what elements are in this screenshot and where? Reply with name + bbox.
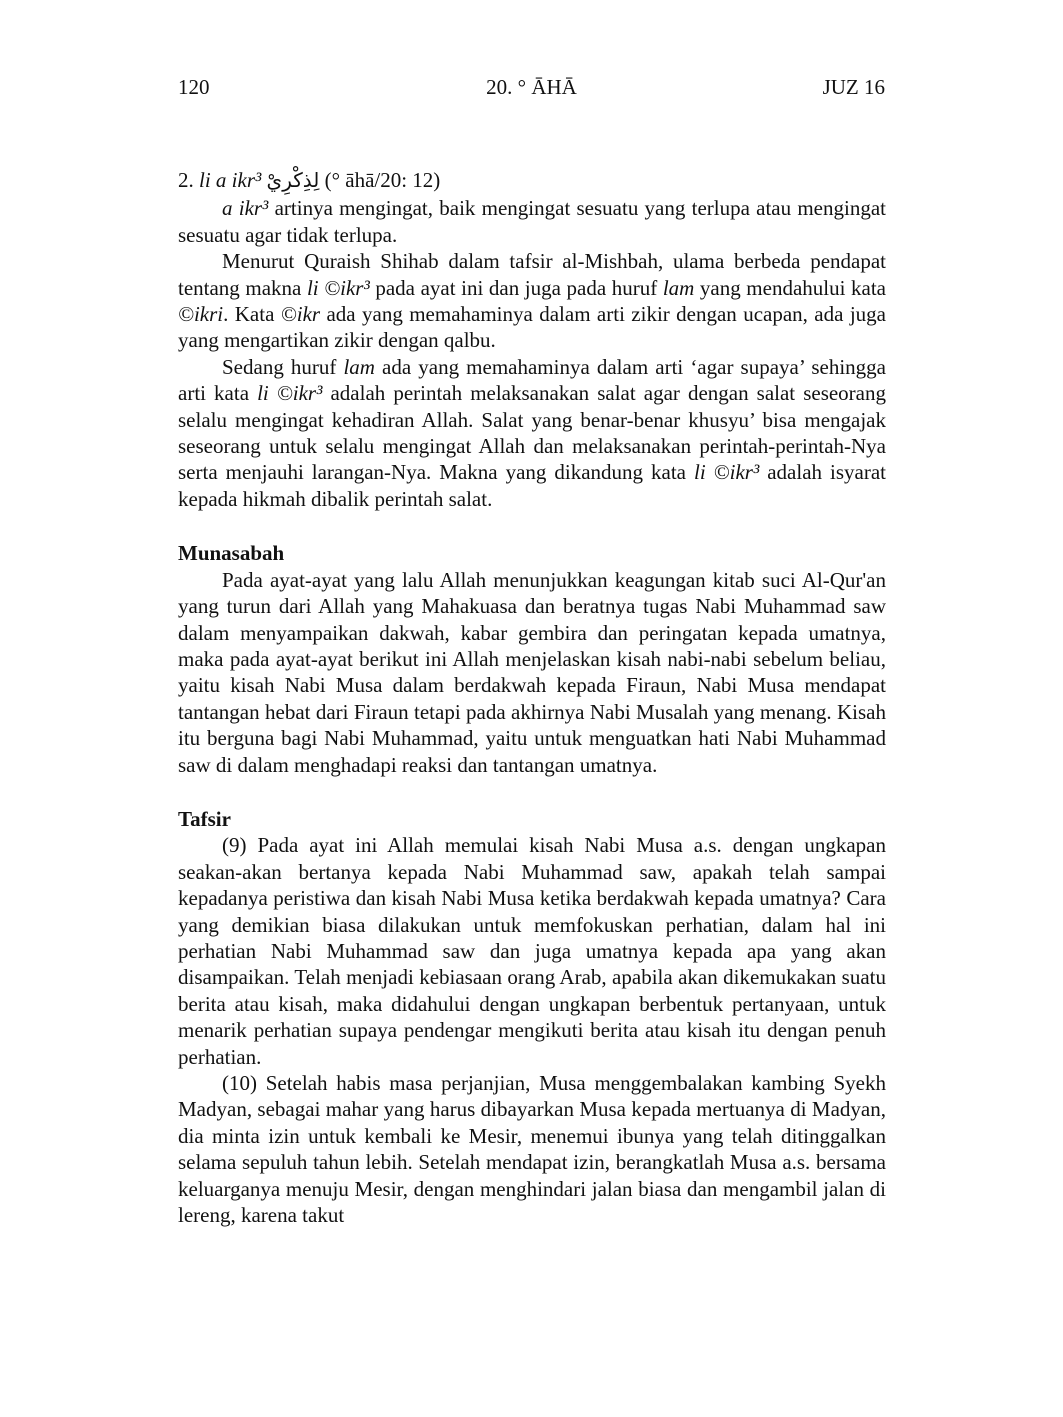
tafsir-paragraph-10: (10) Setelah habis masa perjanjian, Musa menggembalakan kambing Syekh Madyan, sebagai mahar yang harus dibayarkan Musa kepada mertuanya di Madyan, dia minta izin untuk kembali ke Mesir, menemui ibunya yang telah ditinggalkan selama sepuluh tahun lebih. Setelah mendapat izin, berangkatlah Musa a.s. bersama keluarganya menuju Mesir, dengan menghindari jalan biasa dan mengambil jalan di lereng, karena takut: [178, 1071, 886, 1228]
munasabah-paragraph: Pada ayat-ayat yang lalu Allah menunjukkan keagungan kitab suci Al-Qur'an yang turun dari Allah yang Mahakuasa dan beratnya tugas Nabi Muhammad saw dalam menyampaikan dakwah, kabar gembira dan peringatan kepada umatnya, maka pada ayat-ayat berikut ini Allah menjelaskan kisah nabi-nabi sebelum beliau, yaitu kisah Nabi Musa dalam berdakwah kepada Firaun, Nabi Musa mendapat tantangan hebat dari Firaun tetapi pada akhirnya Nabi Musalah yang menang. Kisah itu berguna bagi Nabi Muhammad, yaitu untuk menguatkan hati Nabi Muhammad saw di dalam menghadapi reaksi dan tantangan umatnya.: [178, 567, 886, 777]
page-body: [178, 167, 886, 1228]
vocab-paragraph-3: Sedang huruf lam ada yang memahaminya dalam arti ‘agar supaya’ sehingga arti kata li ©ikr³ adalah perintah melaksanakan salat agar dengan salat seseorang selalu mengingat kehadiran Allah. Salat yang benar-benar khusyu’ bisa mengajak seseorang untuk selalu mengingat Allah dan melaksanakan perintah-perintah-Nya serta menjauhi larangan-Nya. Makna yang dikandung kata li ©ikr³ adalah isyarat kepada hikmah dibalik perintah salat.: [178, 354, 887, 511]
item-number: 2.: [178, 168, 194, 192]
vocab-paragraph-1: a ikr³ artinya mengingat, baik mengingat sesuatu yang terlupa atau mengingat sesuatu agar tidak terlupa.: [178, 196, 886, 247]
running-header-juz: JUZ 16: [822, 75, 885, 99]
tafsir-paragraph-9: (9) Pada ayat ini Allah memulai kisah Nabi Musa a.s. dengan ungkapan seakan-akan bertanya kepada Nabi Muhammad saw, apakah telah sampai kepadanya peristiwa dan kisah Nabi Musa ketika berdakwah kepada umatnya? Cara yang demikian biasa dilakukan untuk memfokuskan perhatian, dalam hal ini perhatian Nabi Muhammad saw dan juga umatnya kepada apa yang akan disampaikan. Telah menjadi kebiasaan orang Arab, apabila akan dikemukakan suatu berita atau kisah, maka didahului dengan ungkapan berbentuk pertanyaan, untuk menarik perhatian supaya pendengar mengikuti berita atau kisah itu dengan penuh perhatian.: [178, 833, 886, 1069]
section-heading-tafsir: Tafsir: [178, 806, 231, 831]
page-number: 120: [178, 75, 210, 99]
arabic-term: لِذِكْرِيْ: [266, 168, 320, 192]
term-italic: a ikr³: [222, 196, 269, 221]
section-heading-munasabah: Munasabah: [178, 541, 285, 566]
verse-reference: (° āhā/20: 12): [324, 168, 441, 192]
vocab-paragraph-2: Menurut Quraish Shihab dalam tafsir al-Mishbah, ulama berbeda pendapat tentang makna li ©ikr³ pada ayat ini dan juga pada huruf lam yang mendahului kata ©ikri. Kata ©ikr ada yang memahaminya dalam arti zikir dengan ucapan, ada juga yang mengartikan zikir dengan qalbu.: [178, 249, 886, 353]
running-header-surah: 20. ° ĀHĀ: [486, 75, 577, 99]
item-term: li a ikr³: [199, 168, 262, 192]
vocab-item-title: [178, 167, 886, 193]
